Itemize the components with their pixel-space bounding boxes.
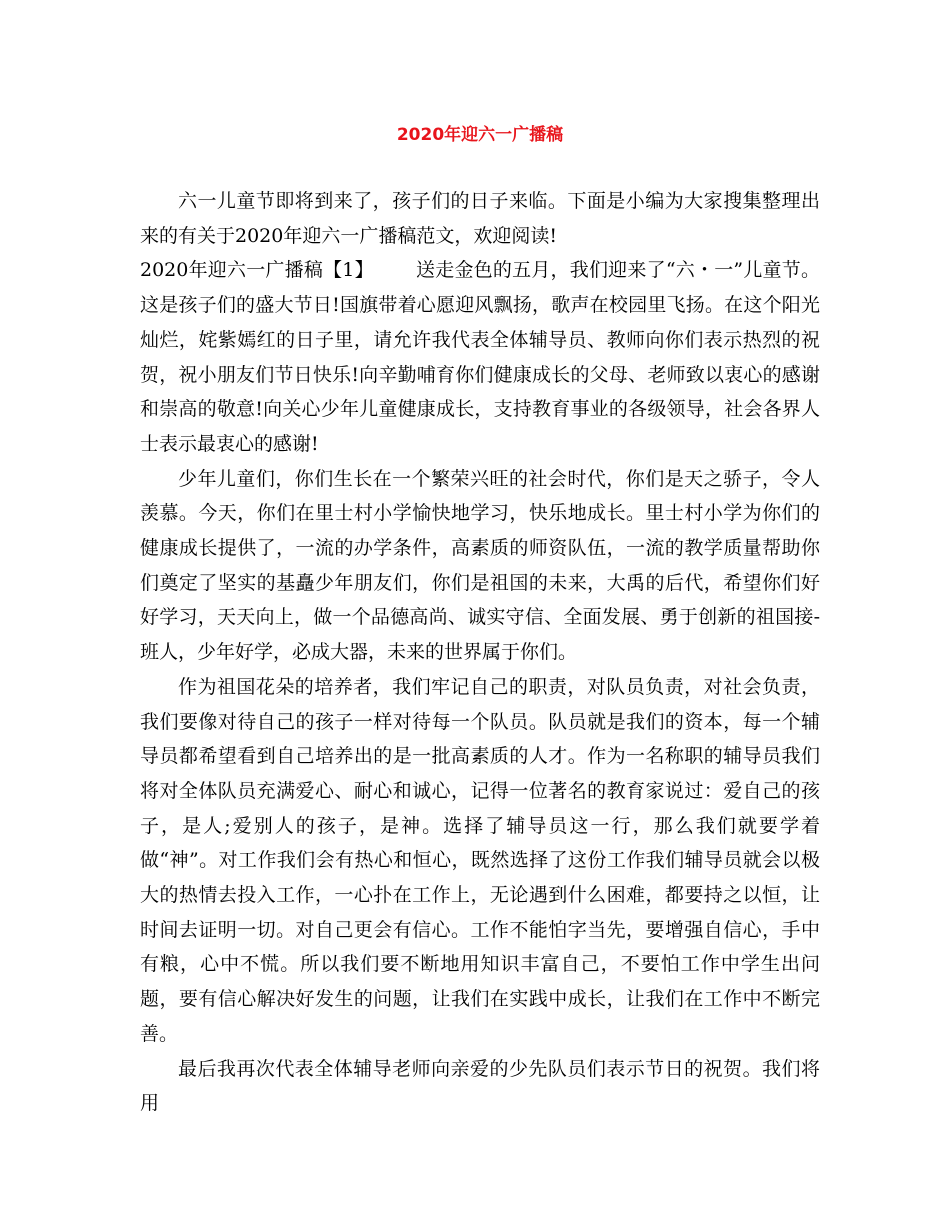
paragraph-3: 作为祖国花朵的培养者，我们牢记自己的职责，对队员负责，对社会负责，我们要像对待自己的孩子一样对待每一个队员。队员就是我们的资本，每一个辅导员都希望看到自己培养出的是一批高素质的人才。作为一名称职的辅导员我们将对全体队员充满爱心、耐心和诚心，记得一位著名的教育家说过：爱自己的孩子，是人;爱别人的孩子，是神。选择了辅导员这一行，那么我们就要学着做“神”。对工作我们会有热心和恒心，既然选择了这份工作我们辅导员就会以极大的热情去投入工作，一心扑在工作上，无论遇到什么困难，都要持之以恒，让时间去证明一切。对自己更会有信心。工作不能怕字当先，要增强自信心，手中有粮，心中不慌。所以我们要不断地用知识丰富自己，不要怕工作中学生出问题，要有信心解决好发生的问题，让我们在实践中成长，让我们在工作中不断完善。 — [140, 675, 820, 1045]
paragraph-2: 少年儿童们，你们生长在一个繁荣兴旺的社会时代，你们是天之骄子，令人羡慕。今天，你们在里士村小学愉快地学习，快乐地成长。里士村小学为你们的健康成长提供了，一流的办学条件，高素质的师资队伍，一流的教学质量帮助你们奠定了坚实的基矗少年朋友们，你们是祖国的未来，大禹的后代，希望你们好好学习，天天向上，做一个品德高尚、诚实守信、全面发展、勇于创新的祖国接-班人，少年好学，必成大器，未来的世界属于你们。 — [140, 467, 820, 664]
section-heading: 2020年迎六一广播稿【1】 — [140, 259, 374, 282]
section-first-sentence: 送走金色的五月，我们迎来了“六・一”儿童节。这是孩子们的盛大节日!国旗带着心愿迎风飘扬，歌声在校园里飞扬。在这个阳光灿烂，姹紫嫣红的日子里，请允许我代表全体辅导员、教师向你们表示热烈的祝贺，祝小朋友们节日快乐!向辛勤哺育你们健康成长的父母、老师致以衷心的感谢和崇高的敬意!向关心少年儿童健康成长，支持教育事业的各级领导，社会各界人士表示最衷心的感谢! — [140, 259, 820, 455]
intro-paragraph: 六一儿童节即将到来了，孩子们的日子来临。下面是小编为大家搜集整理出来的有关于2020年迎六一广播稿范文，欢迎阅读! — [140, 190, 820, 247]
paragraph-4: 最后我再次代表全体辅导老师向亲爱的少先队员们表示节日的祝贺。我们将用 — [140, 1057, 820, 1115]
document-title: 2020年迎六一广播稿 — [396, 125, 564, 145]
section-paragraph — [140, 253, 820, 461]
document-body — [140, 184, 820, 1121]
